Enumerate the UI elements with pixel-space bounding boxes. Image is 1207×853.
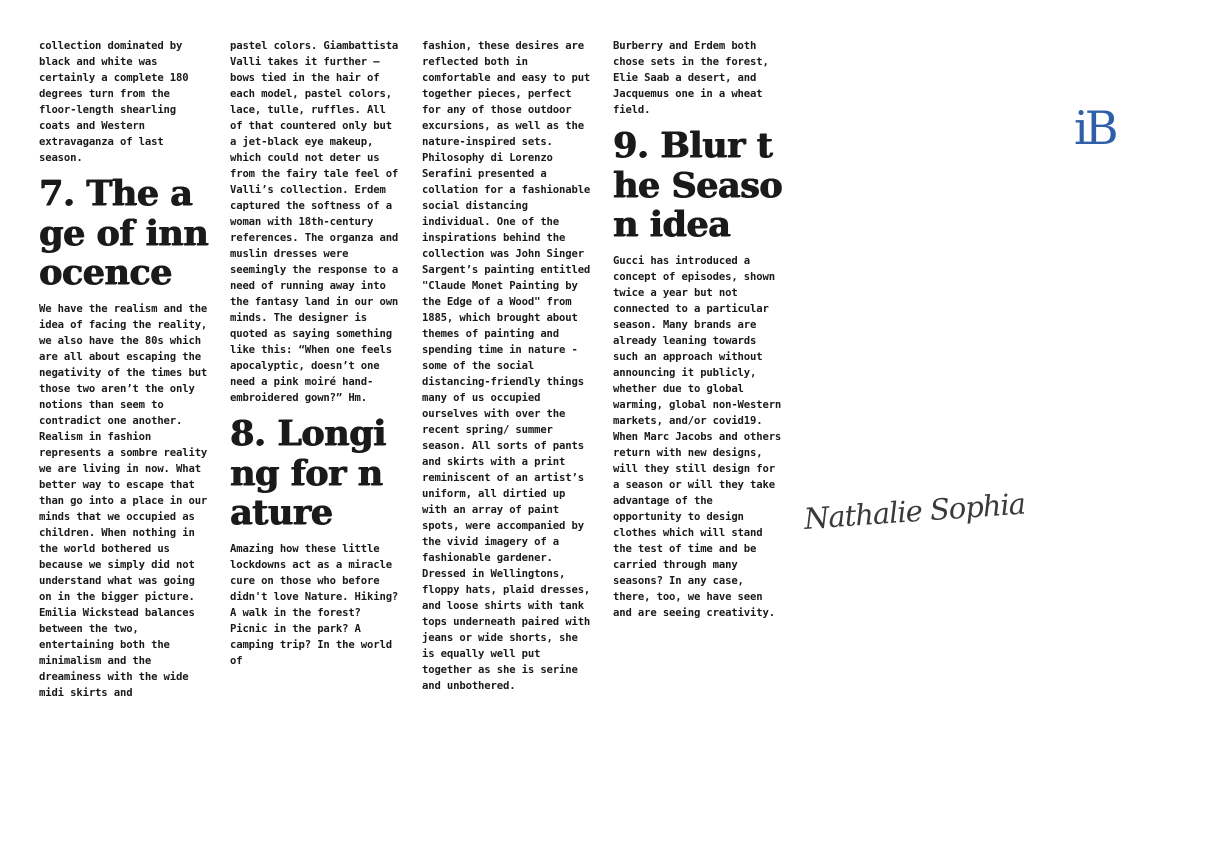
body-paragraph: We have the realism and the idea of facing the reality, we also have the 80s which are all about escaping the negativity of the times but those two aren’t the only notions than seem to contradict one another. Realism in fashion represents a sombre reality we are living in now. What better way to escape that than go into a place in our minds that we occupied as children. When nothing in the world bothered us because we simply did not understand what was going on in the bigger picture. Emilia Wickstead balances between the two, entertaining both the minimalism and the dreaminess with the wide midi skirts and [39,302,208,699]
body-paragraph: pastel colors. Giambattista Valli takes it further – bows tied in the hair of each model, pastel colors, lace, tulle, ruffles. All of that countered only but a jet-black eye makeup, which could not deter us from the fairy tale feel of Valli’s collection. Erdem captured the softness of a woman with 18th-century references. The organza and muslin dresses were seemingly the response to a need of running away into the fantasy land in our own minds. The designer is quoted as saying something like this: “When one feels apocalyptic, doesn’t one need a pink moiré hand-embroidered gown?” Hm. [230,40,399,404]
body-paragraph: Amazing how these little lockdowns act as a miracle cure on those who before didn't love Nature. Hiking? A walk in the forest? Picnic in the park? A camping trip? In the world of [230,542,399,667]
section-heading: 8. Longing for nature [230,413,386,533]
body-paragraph: fashion, these desires are reflected both in comfortable and easy to put together pieces, perfect for any of those outdoor excursions, as well as the nature-inspired sets. Philosophy di Lorenzo Serafini presented a collation for a fashionable social distancing individual. One of the inspirations behind the collection was John Singer Sargent’s painting entitled "Claude Monet Painting by the Edge of a Wood" from 1885, which brought about themes of painting and spending time in nature - some of the social distancing-friendly things many of us occupied ourselves with over the recent spring/ summer season. All sorts of pants and skirts with a print reminiscent of an artist’s uniform, all dirtied up with an array of paint spots, were accompanied by the vivid imagery of a fashionable gardener. Dressed in Wellingtons, floppy hats, plaid dresses, and loose shirts with tank tops underneath paired with jeans or wide shorts, she is equally well put together as she is serine and unbothered. [422,40,591,692]
body-paragraph: Gucci has introduced a concept of episodes, shown twice a year but not connected to a particular season. Many brands are already leaning towards such an approach without announcing it publicly, whether due to global warming, global non-Western markets, and/or covid19. When Marc Jacobs and others return with new designs, will they still design for a season or will they take advantage of the opportunity to design clothes which will stand the test of time and be carried through many seasons? In any case, there, too, we have seen and are seeing creativity. [613,254,782,619]
text-column-2 [230,38,402,669]
body-paragraph: Burberry and Erdem both chose sets in the forest, Elie Saab a desert, and Jacquemus one in a wheat field. [613,40,769,116]
brand-logo: iB [1074,101,1115,155]
text-column-1 [39,38,211,701]
author-signature: Nathalie Sophia [802,486,1027,536]
text-column-4 [613,38,785,621]
text-column-3 [422,38,594,694]
body-paragraph: collection dominated by black and white was certainly a complete 180 degrees turn from the floor-length shearling coats and Western extravaganza of last season. [39,40,189,164]
section-heading: 9. Blur the Season idea [613,125,783,245]
section-heading: 7. The age of innocence [39,173,209,293]
